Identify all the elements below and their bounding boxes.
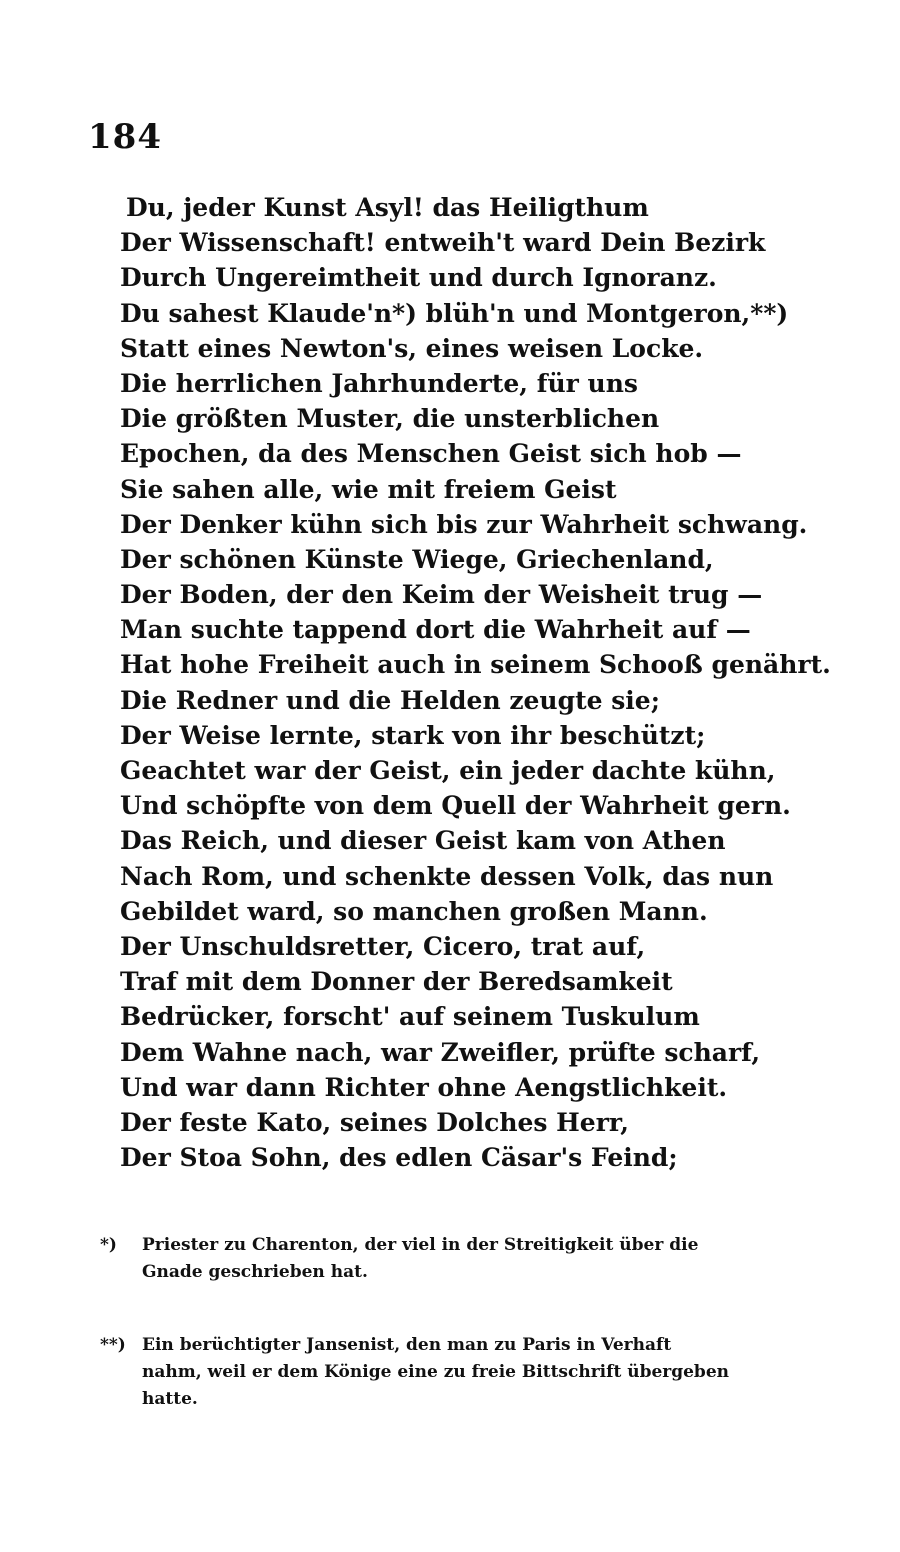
- poem-line: Und war dann Richter ohne Aengstlichkeit.: [120, 1072, 728, 1102]
- poem-line: Das Reich, und dieser Geist kam von Athen: [120, 826, 726, 856]
- footnote-claude: [100, 1232, 800, 1286]
- poem-line: Epochen, da des Menschen Geist sich hob —: [120, 439, 742, 469]
- poem-line: Gebildet ward, so manchen großen Mann.: [120, 896, 708, 926]
- poem-line: Sie sahen alle, wie mit freiem Geist: [120, 474, 617, 504]
- poem-line: Der feste Kato, seines Dolches Herr,: [120, 1107, 629, 1137]
- poem-line: Nach Rom, und schenkte dessen Volk, das nun: [120, 861, 774, 891]
- poem-line: Bedrücker, forscht' auf seinem Tuskulum: [120, 1002, 700, 1032]
- footnote-text: Ein berüchtigter Jansenist, den man zu Paris in Verhaft: [142, 1335, 672, 1355]
- footnote-text: Priester zu Charenton, der viel in der Streitigkeit über die: [142, 1235, 699, 1255]
- footnote-marker: *): [100, 1235, 117, 1255]
- poem-line: Der Weise lernte, stark von ihr beschützt;: [120, 720, 706, 750]
- footnote-marker: **): [100, 1335, 126, 1355]
- poem-line: Dem Wahne nach, war Zweifler, prüfte scharf,: [120, 1037, 761, 1067]
- poem-line: Man suchte tappend dort die Wahrheit auf —: [120, 615, 751, 645]
- poem-line: Der schönen Künste Wiege, Griechenland,: [120, 544, 714, 574]
- poem-line: Und schöpfte von dem Quell der Wahrheit gern.: [120, 791, 791, 821]
- poem-line: Geachtet war der Geist, ein jeder dachte kühn,: [120, 756, 776, 785]
- poem-line: Hat hohe Freiheit auch in seinem Schooß genährt.: [120, 650, 831, 680]
- poem-line: Du, jeder Kunst Asyl! das Heiligthum: [126, 193, 649, 222]
- poem-line: Die Redner und die Helden zeugte sie;: [120, 685, 660, 715]
- page-number: 184: [88, 117, 162, 157]
- footnote-montgeron: [100, 1332, 800, 1413]
- poem-line: Traf mit dem Donner der Beredsamkeit: [120, 967, 673, 997]
- poem-line: Du sahest Klaude'n*) blüh'n und Montgeron,**): [120, 298, 789, 328]
- poem-line: Statt eines Newton's, eines weisen Locke.: [120, 333, 704, 363]
- poem-line: Der Boden, der den Keim der Weisheit trug —: [120, 580, 763, 610]
- poem-line: Durch Ungereimtheit und durch Ignoranz.: [120, 263, 717, 293]
- poem-line: Der Stoa Sohn, des edlen Cäsar's Feind;: [120, 1143, 678, 1173]
- poem-line: Die größten Muster, die unsterblichen: [120, 404, 660, 434]
- footnote-text: Gnade geschrieben hat.: [142, 1262, 368, 1282]
- poem-line: Die herrlichen Jahrhunderte, für uns: [120, 368, 638, 398]
- poem-line: Der Denker kühn sich bis zur Wahrheit schwang.: [120, 509, 808, 539]
- poem-line: Der Unschuldsretter, Cicero, trat auf,: [120, 931, 646, 961]
- poem-text: [120, 190, 840, 1175]
- footnote-text: nahm, weil er dem Könige eine zu freie Bittschrift übergeben: [142, 1362, 729, 1382]
- footnote-text: hatte.: [142, 1389, 198, 1409]
- poem-line: Der Wissenschaft! entweih't ward Dein Bezirk: [120, 228, 766, 258]
